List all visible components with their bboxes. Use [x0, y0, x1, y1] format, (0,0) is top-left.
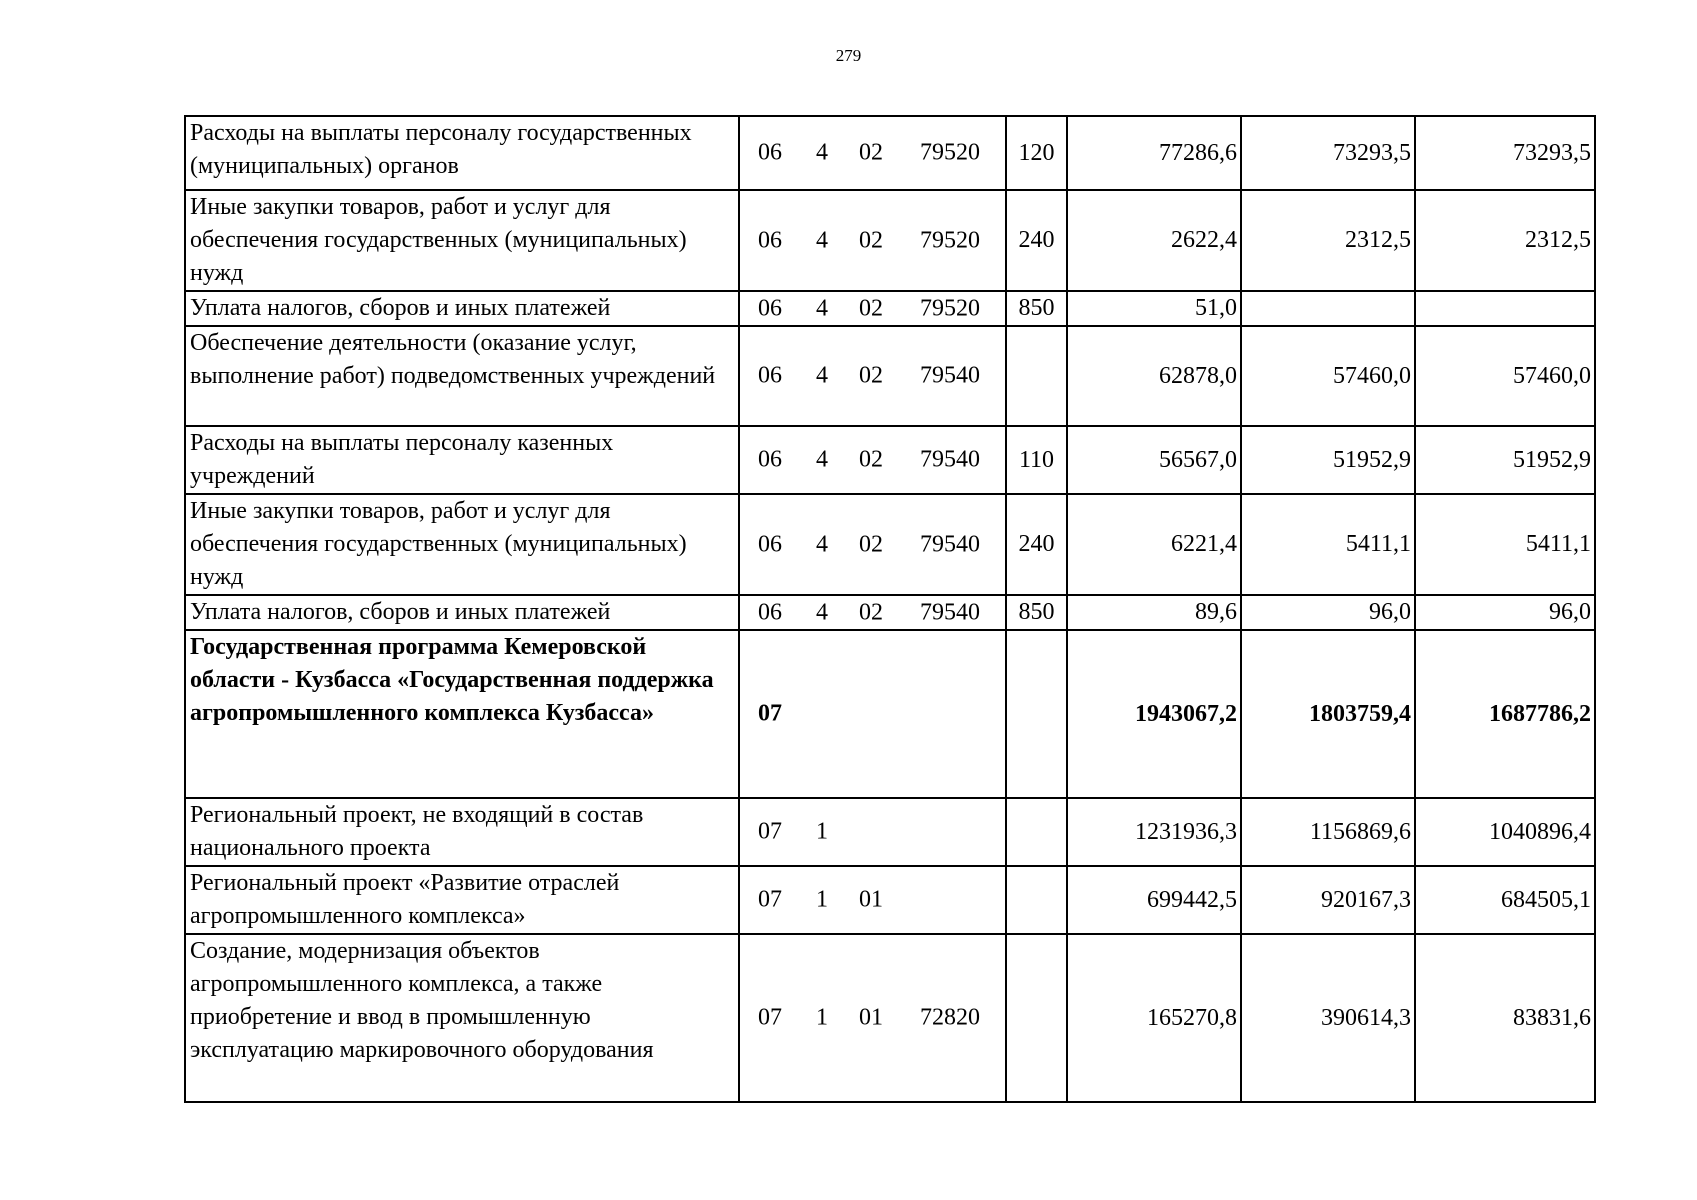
event-code: 02 — [859, 531, 883, 557]
amount-year-2: 1803759,4 — [1241, 630, 1415, 798]
row-name: Иные закупки товаров, работ и услуг для обеспечения государственных (муниципальных) нужд — [185, 494, 739, 595]
amount-year-3 — [1415, 291, 1595, 326]
row-codes — [739, 798, 1006, 866]
direction-code: 79540 — [920, 362, 980, 389]
expense-type-code: 240 — [1006, 190, 1067, 291]
subprogram-code: 4 — [816, 446, 828, 473]
subprogram-code: 1 — [816, 1004, 828, 1031]
expense-type-code: 850 — [1006, 291, 1067, 326]
row-name: Расходы на выплаты персоналу государственных (муниципальных) органов — [185, 116, 739, 190]
amount-year-1: 89,6 — [1067, 595, 1241, 630]
event-code: 02 — [859, 446, 883, 473]
row-codes — [739, 116, 1006, 190]
row-codes — [739, 494, 1006, 595]
row-name: Уплата налогов, сборов и иных платежей — [185, 291, 739, 326]
amount-year-3: 96,0 — [1415, 595, 1595, 630]
amount-year-3: 57460,0 — [1415, 326, 1595, 426]
table-row — [185, 494, 1595, 595]
row-codes — [739, 426, 1006, 494]
expense-type-code — [1006, 934, 1067, 1102]
program-code: 06 — [758, 531, 782, 557]
amount-year-2: 5411,1 — [1241, 494, 1415, 595]
amount-year-1: 1943067,2 — [1067, 630, 1241, 798]
amount-year-3: 83831,6 — [1415, 934, 1595, 1102]
amount-year-1: 56567,0 — [1067, 426, 1241, 494]
table-row — [185, 190, 1595, 291]
amount-year-3: 51952,9 — [1415, 426, 1595, 494]
amount-year-2: 390614,3 — [1241, 934, 1415, 1102]
amount-year-1: 2622,4 — [1067, 190, 1241, 291]
amount-year-1: 51,0 — [1067, 291, 1241, 326]
row-name: Государственная программа Кемеровской области - Кузбасса «Государственная поддержка агропромышленного комплекса Кузбасса» — [185, 630, 739, 798]
amount-year-1: 165270,8 — [1067, 934, 1241, 1102]
direction-code: 79520 — [920, 227, 980, 253]
direction-code: 79520 — [920, 139, 980, 166]
amount-year-2: 96,0 — [1241, 595, 1415, 630]
expense-type-code: 110 — [1006, 426, 1067, 494]
amount-year-1: 699442,5 — [1067, 866, 1241, 934]
amount-year-1: 6221,4 — [1067, 494, 1241, 595]
event-code: 02 — [859, 139, 883, 166]
direction-code: 79540 — [920, 599, 980, 625]
subprogram-code: 1 — [816, 886, 828, 913]
amount-year-2: 2312,5 — [1241, 190, 1415, 291]
table-row — [185, 595, 1595, 630]
row-codes — [739, 595, 1006, 630]
budget-table — [184, 115, 1596, 1103]
event-code: 02 — [859, 599, 883, 625]
direction-code: 79540 — [920, 531, 980, 557]
program-code: 06 — [758, 295, 782, 321]
subprogram-code: 4 — [816, 362, 828, 389]
expense-type-code: 120 — [1006, 116, 1067, 190]
subprogram-code: 1 — [816, 818, 828, 845]
amount-year-2: 73293,5 — [1241, 116, 1415, 190]
amount-year-2: 1156869,6 — [1241, 798, 1415, 866]
event-code: 01 — [859, 886, 883, 913]
table-row — [185, 798, 1595, 866]
amount-year-1: 62878,0 — [1067, 326, 1241, 426]
row-name: Региональный проект, не входящий в состав национального проекта — [185, 798, 739, 866]
amount-year-2 — [1241, 291, 1415, 326]
subprogram-code: 4 — [816, 531, 828, 557]
row-codes — [739, 934, 1006, 1102]
amount-year-2: 51952,9 — [1241, 426, 1415, 494]
expense-type-code: 240 — [1006, 494, 1067, 595]
direction-code: 72820 — [920, 1004, 980, 1031]
program-code: 06 — [758, 139, 782, 166]
amount-year-3: 5411,1 — [1415, 494, 1595, 595]
amount-year-3: 73293,5 — [1415, 116, 1595, 190]
direction-code: 79540 — [920, 446, 980, 473]
amount-year-3: 1687786,2 — [1415, 630, 1595, 798]
amount-year-1: 1231936,3 — [1067, 798, 1241, 866]
subprogram-code: 4 — [816, 227, 828, 253]
amount-year-2: 57460,0 — [1241, 326, 1415, 426]
subprogram-code: 4 — [816, 139, 828, 166]
row-name: Создание, модернизация объектов агропромышленного комплекса, а также приобретение и ввод в промышленную эксплуатацию маркировочного оборудования — [185, 934, 739, 1102]
program-code: 07 — [758, 1004, 782, 1031]
table-row — [185, 866, 1595, 934]
expense-type-code — [1006, 630, 1067, 798]
row-codes — [739, 630, 1006, 798]
subprogram-code: 4 — [816, 295, 828, 321]
program-code: 07 — [758, 818, 782, 845]
row-codes — [739, 291, 1006, 326]
row-codes — [739, 866, 1006, 934]
amount-year-1: 77286,6 — [1067, 116, 1241, 190]
program-code: 07 — [758, 700, 782, 727]
table-row — [185, 426, 1595, 494]
row-name: Обеспечение деятельности (оказание услуг, выполнение работ) подведомственных учреждений — [185, 326, 739, 426]
program-code: 06 — [758, 362, 782, 389]
subprogram-code: 4 — [816, 599, 828, 625]
event-code: 01 — [859, 1004, 883, 1031]
program-code: 07 — [758, 886, 782, 913]
table-row — [185, 630, 1595, 798]
row-name: Иные закупки товаров, работ и услуг для обеспечения государственных (муниципальных) нужд — [185, 190, 739, 291]
table-row — [185, 934, 1595, 1102]
amount-year-3: 2312,5 — [1415, 190, 1595, 291]
row-name: Уплата налогов, сборов и иных платежей — [185, 595, 739, 630]
expense-type-code: 850 — [1006, 595, 1067, 630]
row-codes — [739, 326, 1006, 426]
program-code: 06 — [758, 446, 782, 473]
amount-year-3: 1040896,4 — [1415, 798, 1595, 866]
table-row — [185, 291, 1595, 326]
page-number: 279 — [835, 46, 862, 65]
table-row — [185, 116, 1595, 190]
table-row — [185, 326, 1595, 426]
row-name: Региональный проект «Развитие отраслей агропромышленного комплекса» — [185, 866, 739, 934]
program-code: 06 — [758, 599, 782, 625]
event-code: 02 — [859, 362, 883, 389]
amount-year-3: 684505,1 — [1415, 866, 1595, 934]
expense-type-code — [1006, 866, 1067, 934]
event-code: 02 — [859, 227, 883, 253]
amount-year-2: 920167,3 — [1241, 866, 1415, 934]
expense-type-code — [1006, 326, 1067, 426]
event-code: 02 — [859, 295, 883, 321]
direction-code: 79520 — [920, 295, 980, 321]
row-name: Расходы на выплаты персоналу казенных учреждений — [185, 426, 739, 494]
row-codes — [739, 190, 1006, 291]
program-code: 06 — [758, 227, 782, 253]
expense-type-code — [1006, 798, 1067, 866]
